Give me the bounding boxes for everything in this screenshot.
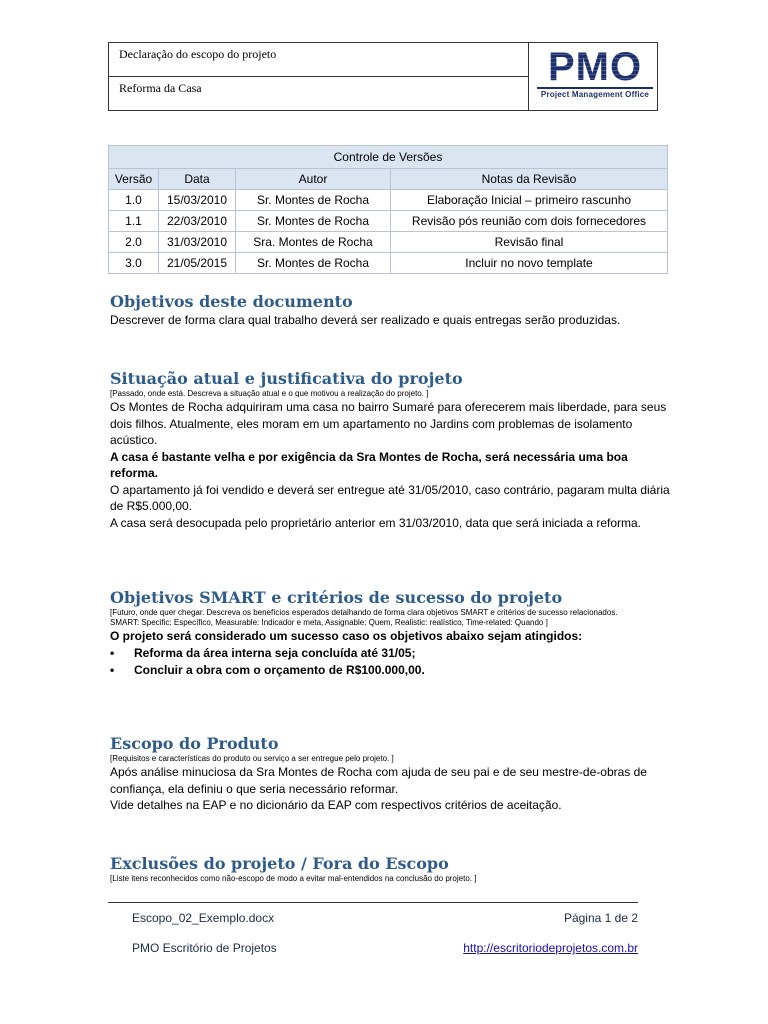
cell-versao: 1.1 — [109, 211, 159, 232]
cell-versao: 1.0 — [109, 190, 159, 211]
cell-versao: 3.0 — [109, 253, 159, 274]
section-title: Escopo do Produto — [110, 734, 279, 753]
cell-data: 21/05/2015 — [159, 253, 236, 274]
versions-table — [108, 145, 668, 274]
footer-page-number: Página 1 de 2 — [563, 911, 638, 925]
section-body: Descrever de forma clara qual trabalho deverá ser realizado e quais entregas serão produzidas. — [110, 313, 621, 327]
section-title: Situação atual e justificativa do projeto — [110, 369, 463, 388]
doc-title: Declaração do escopo do projeto — [109, 43, 528, 77]
project-name: Reforma da Casa — [119, 81, 202, 95]
col-header-versao: Versão — [109, 169, 159, 190]
footer-filename: Escopo_02_Exemplo.docx — [132, 911, 275, 925]
section-title: Objetivos SMART e critérios de sucesso do projeto — [110, 588, 563, 607]
list-item: • Reforma da área interna seja concluída até 31/05; — [110, 645, 670, 662]
footer-divider — [108, 902, 638, 903]
section-paragraph: O apartamento já foi vendido e deverá ser entregue até 31/05/2010, caso contrário, pagaram multa diária de R$5.000,00. — [110, 482, 670, 513]
section-produto — [110, 734, 670, 814]
section-hint: [Liste itens reconhecidos como não-escopo de modo a evitar mal-entendidos na conclusão do projeto. ] — [110, 874, 477, 883]
section-paragraph: Após análise minuciosa da Sra Montes de Rocha com ajuda de seu pai e de seu mestre-de-obras de confiança, ela definiu o que seria necessário reformar. — [110, 765, 647, 796]
col-header-notas: Notas da Revisão — [391, 169, 668, 190]
section-hint: SMART: Specific: Específico, Measurable: Indicador e meta, Assignable: Quem, Realistic: realístico, Time-related: Quando ] — [110, 618, 548, 627]
cell-notas: Revisão final — [391, 232, 668, 253]
logo-text: PMO — [537, 47, 653, 87]
section-paragraph: Os Montes de Rocha adquiriram uma casa no bairro Sumaré para oferecerem mais liberdade, para seus dois filhos. Atualmente, eles moram em um apartamento no Jardins com problemas de isolamento acústico. — [110, 400, 667, 447]
cell-autor: Sr. Montes de Rocha — [236, 253, 391, 274]
versions-caption: Controle de Versões — [109, 146, 668, 169]
pmo-logo — [537, 47, 653, 105]
smart-bullet-list — [110, 645, 670, 679]
header-info — [109, 43, 529, 110]
section-hint: [Passado, onde está. Descreva a situação atual e o que motivou a realização do projeto. ] — [110, 389, 429, 398]
table-row — [109, 211, 668, 232]
section-paragraph: A casa será desocupada pelo proprietário anterior em 31/03/2010, data que será iniciada a reforma. — [110, 515, 641, 530]
cell-versao: 2.0 — [109, 232, 159, 253]
cell-data: 15/03/2010 — [159, 190, 236, 211]
cell-notas: Revisão pós reunião com dois fornecedores — [391, 211, 668, 232]
section-paragraph: A casa é bastante velha e por exigência da Sra Montes de Rocha, será necessária uma boa reforma. — [110, 449, 628, 480]
col-header-autor: Autor — [236, 169, 391, 190]
section-hint: [Requisitos e características do produto ou serviço a ser entregue pelo projeto. ] — [110, 754, 394, 763]
footer-url-link[interactable]: http://escritoriodeprojetos.com.br — [463, 941, 638, 955]
cell-notas: Elaboração Inicial – primeiro rascunho — [391, 190, 668, 211]
logo-subtitle: Project Management Office — [537, 87, 653, 99]
section-title: Exclusões do projeto / Fora do Escopo — [110, 854, 449, 873]
cell-data: 22/03/2010 — [159, 211, 236, 232]
footer-org: PMO Escritório de Projetos — [132, 941, 277, 955]
section-objetivos — [110, 292, 670, 329]
table-row — [109, 232, 668, 253]
section-smart — [110, 588, 670, 679]
cell-autor: Sra. Montes de Rocha — [236, 232, 391, 253]
section-paragraph: Vide detalhes na EAP e no dicionário da EAP com respectivos critérios de aceitação. — [110, 798, 562, 812]
section-situacao — [110, 369, 670, 531]
table-row — [109, 253, 668, 274]
section-intro: O projeto será considerado um sucesso caso os objetivos abaixo sejam atingidos: — [110, 629, 583, 643]
section-title: Objetivos deste documento — [110, 292, 353, 311]
section-hint: [Futuro, onde quer chegar. Descreva os benefícios esperados detalhando de forma clara objetivos SMART e critérios de sucesso relacionados. — [110, 608, 618, 617]
cell-data: 31/03/2010 — [159, 232, 236, 253]
col-header-data: Data — [159, 169, 236, 190]
section-exclusoes — [110, 854, 670, 884]
document-header — [108, 42, 658, 111]
cell-autor: Sr. Montes de Rocha — [236, 190, 391, 211]
cell-autor: Sr. Montes de Rocha — [236, 211, 391, 232]
list-item: • Concluir a obra com o orçamento de R$100.000,00. — [110, 662, 670, 679]
cell-notas: Incluir no novo template — [391, 253, 668, 274]
table-row — [109, 190, 668, 211]
